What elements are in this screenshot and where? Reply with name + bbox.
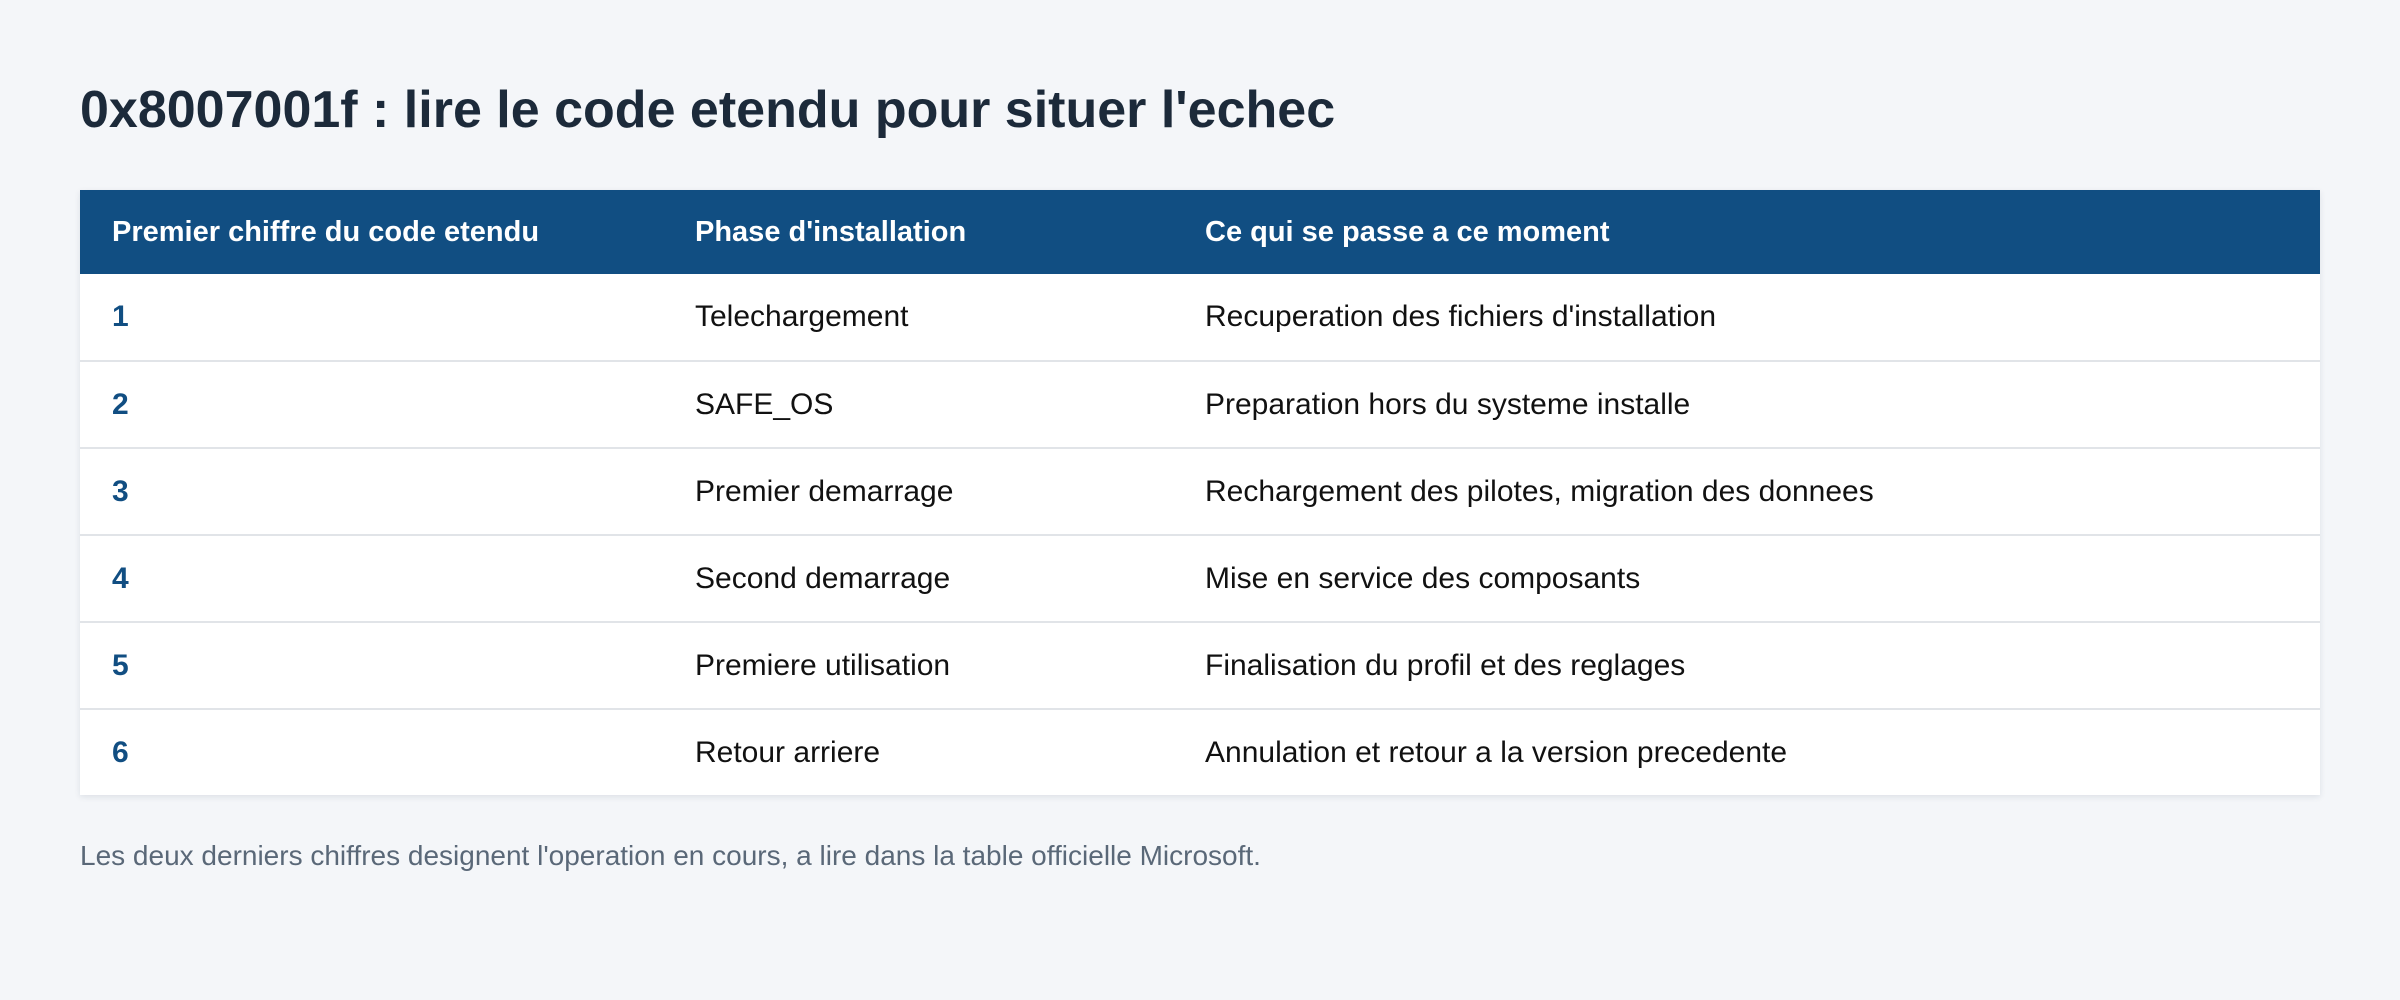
phase-cell: Telechargement (695, 300, 909, 333)
description-cell: Annulation et retour a la version precedente (1205, 735, 1788, 769)
digit-cell: 3 (112, 474, 129, 508)
table-header-row (80, 190, 2320, 274)
phase-cell: Second demarrage (695, 561, 951, 595)
digit-cell: 1 (112, 300, 129, 333)
description-cell: Finalisation du profil et des reglages (1205, 648, 1686, 682)
digit-cell: 6 (112, 735, 129, 769)
description-cell: Rechargement des pilotes, migration des donnees (1205, 474, 1874, 508)
phase-table (80, 190, 2320, 795)
column-header-phase: Phase d'installation (695, 215, 967, 248)
phase-table-container (80, 190, 2320, 795)
table-row (80, 622, 2320, 709)
digit-cell: 5 (112, 648, 129, 682)
footnote: Les deux derniers chiffres designent l'operation en cours, a lire dans la table officielle Microsoft. (80, 840, 1261, 871)
phase-cell: SAFE_OS (695, 387, 834, 421)
column-header-digit: Premier chiffre du code etendu (112, 215, 540, 248)
table-row (80, 709, 2320, 795)
table-row (80, 535, 2320, 622)
digit-cell: 4 (112, 561, 129, 595)
description-cell: Mise en service des composants (1205, 561, 1641, 595)
phase-cell: Premiere utilisation (695, 648, 951, 682)
table-row (80, 448, 2320, 535)
phase-cell: Retour arriere (695, 735, 881, 769)
description-cell: Preparation hors du systeme installe (1205, 387, 1691, 421)
description-cell: Recuperation des fichiers d'installation (1205, 300, 1717, 333)
phase-cell: Premier demarrage (695, 474, 954, 508)
table-row (80, 274, 2320, 361)
digit-cell: 2 (112, 387, 129, 421)
column-header-description: Ce qui se passe a ce moment (1205, 215, 1610, 248)
page-title: 0x8007001f : lire le code etendu pour situer l'echec (80, 81, 1336, 139)
table-row (80, 361, 2320, 448)
